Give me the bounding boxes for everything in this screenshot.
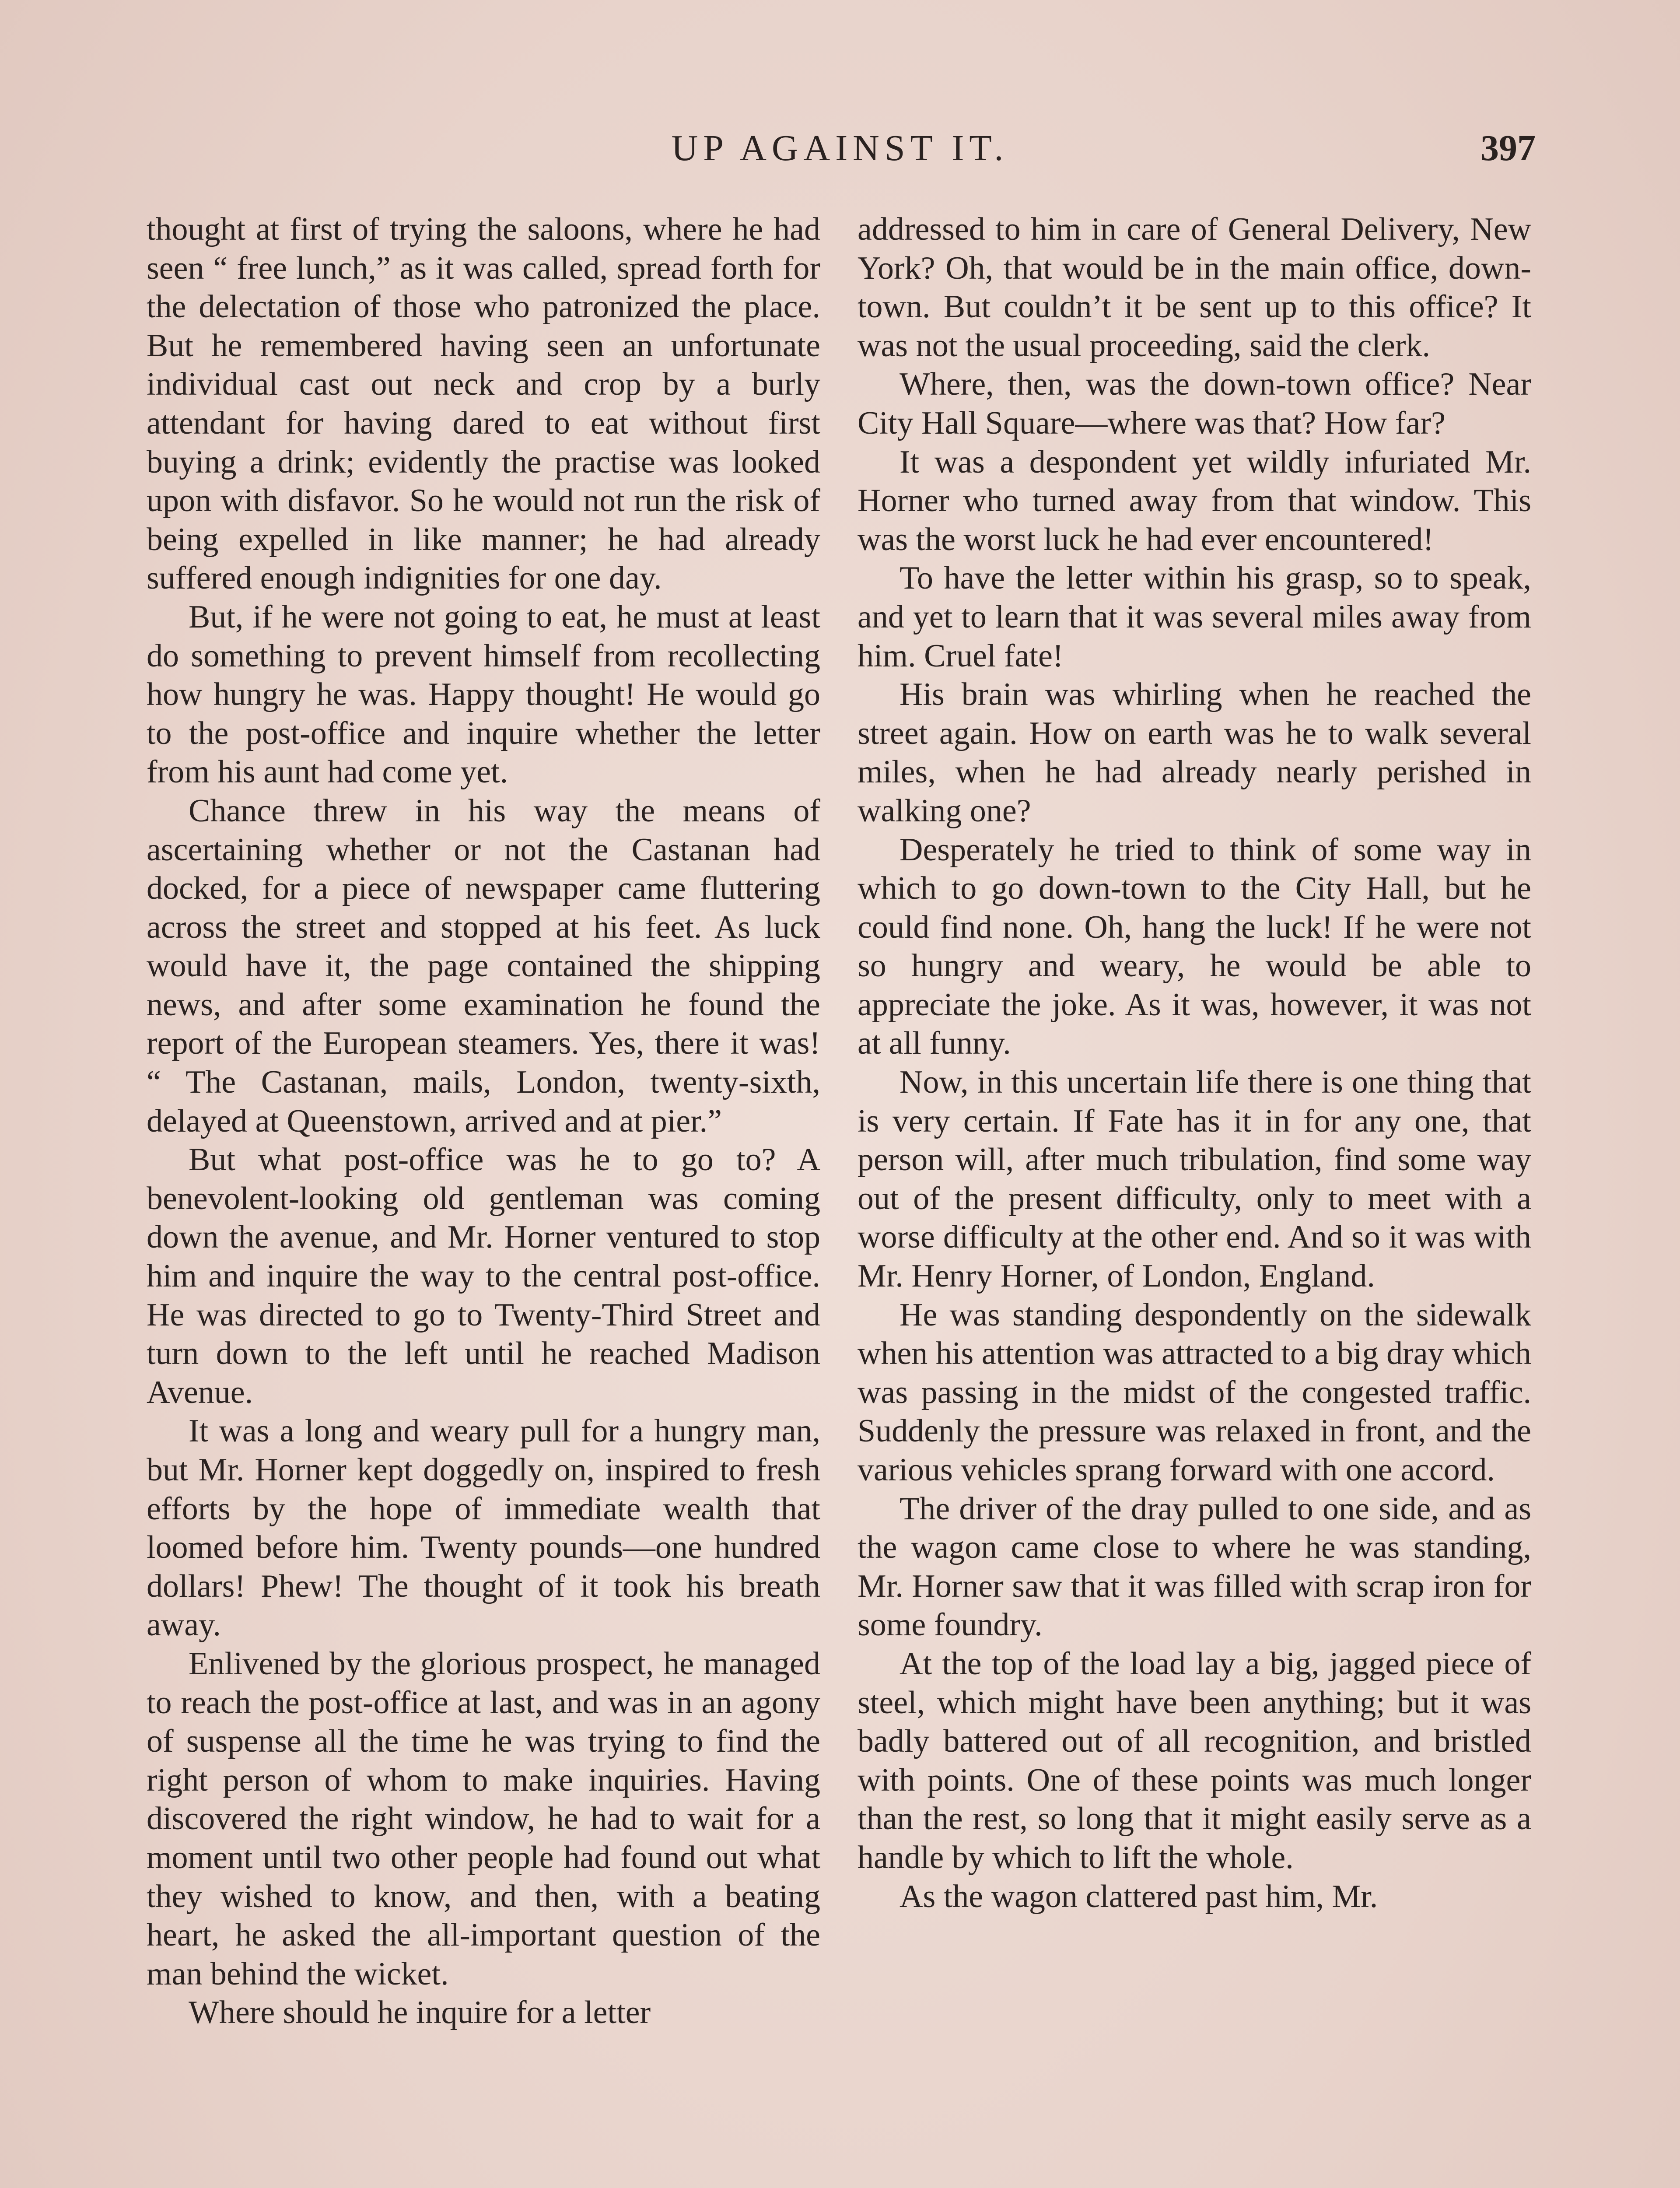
running-head: UP AGAINST IT.	[671, 128, 1009, 168]
page-number: 397	[1480, 128, 1536, 168]
paragraph: Desperately he tried to think of some way in which to go down-town to the City Hall, but he could find none. Oh, hang the luck! If he were not so hungry and weary, he would be able to appreciate the joke. As it was, however, it was not at all funny.	[858, 831, 1531, 1062]
paragraph: thought at first of trying the saloons, where he had seen “ free lunch,” as it was called, spread forth for the delectation of those who patronized the place. But he remembered having seen an unfortunate individual cast out neck and crop by a burly attendant for having dared to eat without first buying a drink; evidently the practise was looked upon with disfavor. So he would not run the risk of being expelled in like manner; he had already suffered enough indignities for one day.	[147, 211, 820, 596]
paragraph: But what post-office was he to go to? A benevolent-looking old gentleman was coming down the avenue, and Mr. Horner ventured to stop him and inquire the way to the central post-office. He was directed to go to Twenty-Third Street and turn down to the left until he reached Madison Avenue.	[147, 1142, 820, 1410]
paragraph: Now, in this uncertain life there is one thing that is very certain. If Fate has it in for any one, that person will, after much tribulation, find some way out of the present difficulty, only to meet with a worse difficulty at the other end. And so it was with Mr. Henry Horner, of London, England.	[858, 1064, 1531, 1294]
right-column	[858, 210, 1531, 1916]
paragraph: It was a despondent yet wildly infuriated Mr. Horner who turned away from that window. This was the worst luck he had ever encountered!	[858, 444, 1531, 558]
left-column	[147, 210, 820, 2032]
paragraph: At the top of the load lay a big, jagged piece of steel, which might have been anything; but it was badly battered out of all recognition, and bristled with points. One of these points was much longer than the rest, so long that it might easily serve as a handle by which to lift the whole.	[858, 1645, 1531, 1876]
page-header	[144, 127, 1536, 175]
paragraph: Where should he inquire for a letter	[189, 1995, 651, 2031]
paragraph: Chance threw in his way the means of ascertaining whether or not the Castanan had docked, for a piece of newspaper came fluttering across the street and stopped at his feet. As luck would have it, the page contained the shipping news, and after some examination he found the report of the European steamers. Yes, there it was! “ The Castanan, mails, London, twenty-sixth, delayed at Queenstown, arrived and at pier.”	[147, 792, 820, 1139]
paragraph: Enlivened by the glorious prospect, he managed to reach the post-office at last, and was in an agony of suspense all the time he was trying to find the right person of whom to make inquiries. Having discovered the right window, he had to wait for a moment until two other people had found out what they wished to know, and then, with a beating heart, he asked the all-important question of the man behind the wicket.	[147, 1645, 820, 1992]
paragraph: addressed to him in care of General Delivery, New York? Oh, that would be in the main office, down-town. But couldn’t it be sent up to this office? It was not the usual proceeding, said the clerk.	[858, 211, 1531, 364]
paragraph: It was a long and weary pull for a hungry man, but Mr. Horner kept doggedly on, inspired to fresh efforts by the hope of immediate wealth that loomed before him. Twenty pounds—one hundred dollars! Phew! The thought of it took his breath away.	[147, 1413, 820, 1643]
paragraph: Where, then, was the down-town office? Near City Hall Square—where was that? How far?	[858, 366, 1531, 441]
paragraph: His brain was whirling when he reached the street again. How on earth was he to walk several miles, when he had already nearly perished in walking one?	[858, 677, 1531, 829]
paragraph: As the wagon clattered past him, Mr.	[900, 1878, 1378, 1914]
paragraph: To have the letter within his grasp, so to speak, and yet to learn that it was several miles away from him. Cruel fate!	[858, 560, 1531, 674]
paragraph: The driver of the dray pulled to one side, and as the wagon came close to where he was standing, Mr. Horner saw that it was filled with scrap iron for some foundry.	[858, 1490, 1531, 1643]
paragraph: But, if he were not going to eat, he must at least do something to prevent himself from recollecting how hungry he was. Happy thought! He would go to the post-office and inquire whether the letter from his aunt had come yet.	[147, 599, 820, 790]
paragraph: He was standing despondently on the sidewalk when his attention was attracted to a big dray which was passing in the midst of the congested traffic. Suddenly the pressure was relaxed in front, and the various vehicles sprang forward with one accord.	[858, 1297, 1531, 1488]
